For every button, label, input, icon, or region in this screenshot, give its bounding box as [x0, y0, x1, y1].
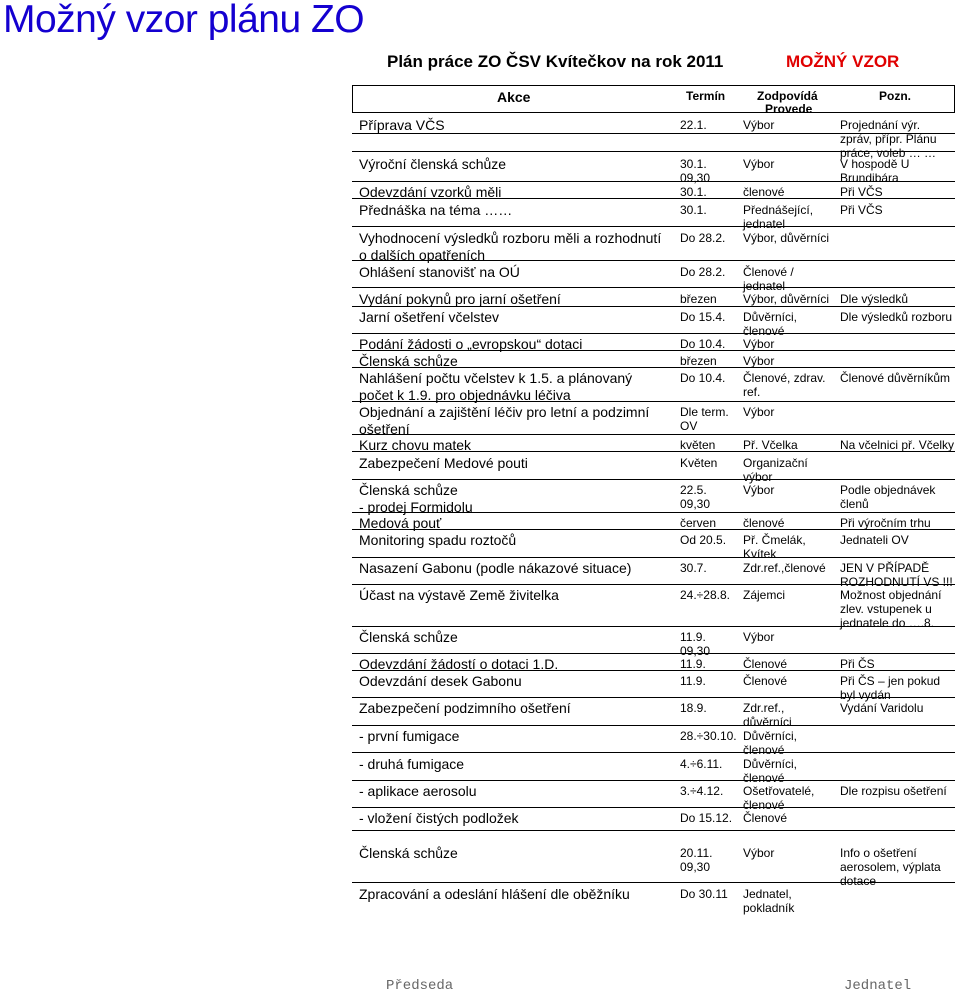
row-term: Do 10.4.	[680, 337, 726, 351]
row-responsible: výbor	[743, 470, 773, 484]
row-note: Vydání Varidolu	[840, 701, 924, 715]
row-term: Od 20.5.	[680, 533, 727, 547]
row-responsible: Výbor	[743, 405, 775, 419]
row-term: 11.9.	[680, 657, 706, 671]
row-activity: Odevzdání vzorků měli	[359, 184, 502, 200]
row-activity: - aplikace aerosolu	[359, 783, 477, 799]
row-activity: Jarní ošetření včelstev	[359, 309, 500, 325]
row-term: 30.1.	[680, 185, 707, 199]
row-activity: - vložení čistých podložek	[359, 810, 519, 826]
row-responsible: Výbor	[743, 354, 775, 368]
row-note: Při ČS – jen pokud	[840, 674, 941, 688]
row-activity: Účast na výstavě Země živitelka	[359, 587, 559, 603]
row-activity: Ohlášení stanovišť na OÚ	[359, 264, 520, 280]
row-responsible: Ošetřovatelé,	[743, 784, 815, 798]
row-activity: ošetření	[359, 421, 410, 437]
row-note: Při ČS	[840, 657, 875, 671]
row-term: 30.1.	[680, 203, 707, 217]
row-responsible: Přednášející,	[743, 203, 814, 217]
row-responsible: Zdr.ref.,členové	[743, 561, 826, 575]
row-term: červen	[680, 516, 717, 530]
row-responsible: Členové, zdrav.	[743, 371, 826, 385]
row-separator	[352, 287, 955, 288]
row-term: březen	[680, 354, 717, 368]
row-activity: Zpracování a odeslání hlášení dle oběžníku	[359, 886, 630, 902]
row-activity: - první fumigace	[359, 728, 460, 744]
row-responsible: Výbor	[743, 630, 775, 644]
row-responsible: důvěrníci	[743, 715, 792, 729]
row-responsible: Důvěrníci,	[743, 729, 798, 743]
row-responsible: Př. Včelka	[743, 438, 798, 452]
row-responsible: členové	[743, 743, 785, 757]
row-separator	[352, 830, 955, 831]
row-responsible: členové	[743, 185, 785, 199]
row-responsible: Kvítek	[743, 547, 777, 561]
row-separator	[352, 780, 955, 781]
row-responsible: členové	[743, 798, 785, 812]
row-term: 18.9.	[680, 701, 707, 715]
row-responsible: členové	[743, 771, 785, 785]
row-activity: Objednání a zajištění léčiv pro letní a podzimní	[359, 404, 650, 420]
row-note: práce, voleb … …	[840, 146, 937, 160]
row-term: 22.1.	[680, 118, 707, 132]
row-term: 24.÷28.8.	[680, 588, 730, 602]
row-responsible: Výbor	[743, 337, 775, 351]
row-activity: Členská schůze	[359, 845, 458, 861]
header-akce: Akce	[497, 89, 531, 105]
row-responsible: Výbor	[743, 157, 775, 171]
row-activity: o dalších opatřeních	[359, 247, 486, 263]
row-term: 30.1.	[680, 157, 707, 171]
row-note: V hospodě U	[840, 157, 910, 171]
row-activity: Odevzdání desek Gabonu	[359, 673, 522, 689]
row-responsible: Výbor	[743, 118, 775, 132]
row-activity: Nahlášení počtu včelstev k 1.5. a plánovaný	[359, 370, 633, 386]
document-tag: MOŽNÝ VZOR	[786, 52, 900, 71]
row-activity: Monitoring spadu roztočů	[359, 532, 517, 548]
row-responsible: Výbor	[743, 483, 775, 497]
row-note: Při VČS	[840, 203, 883, 217]
row-note: byl vydán	[840, 688, 891, 702]
row-term: Dle term.	[680, 405, 729, 419]
row-term: Do 28.2.	[680, 265, 726, 279]
row-term: březen	[680, 292, 717, 306]
row-separator	[352, 725, 955, 726]
row-responsible: Zájemci	[743, 588, 786, 602]
row-note: Členové důvěrníkům	[840, 371, 951, 385]
row-responsible: Důvěrníci,	[743, 310, 798, 324]
row-separator	[352, 479, 955, 480]
row-note: Brundibára	[840, 171, 899, 185]
row-activity: - druhá fumigace	[359, 756, 465, 772]
row-term: 28.÷30.10.	[680, 729, 737, 743]
row-responsible: Důvěrníci,	[743, 757, 798, 771]
row-note: Dle výsledků	[840, 292, 909, 306]
row-note: Dle rozpisu ošetření	[840, 784, 947, 798]
row-responsible: Organizační	[743, 456, 808, 470]
row-term: 09,30	[680, 497, 711, 511]
row-separator	[352, 434, 955, 435]
row-activity: Členská schůze	[359, 482, 458, 498]
row-separator	[352, 752, 955, 753]
row-activity: Vydání pokynů pro jarní ošetření	[359, 291, 561, 307]
row-term: 11.9.	[680, 630, 706, 644]
header-termin: Termín	[686, 89, 726, 103]
row-note: Info o ošetření	[840, 846, 917, 860]
row-term: 30.7.	[680, 561, 707, 575]
slide-title: Možný vzor plánu ZO	[3, 0, 365, 41]
row-note: aerosolem, výplata	[840, 860, 941, 874]
row-responsible: členové	[743, 516, 785, 530]
row-responsible: Členové /	[743, 265, 794, 279]
row-activity: počet k 1.9. pro objednávku léčiva	[359, 387, 571, 403]
row-term: Do 28.2.	[680, 231, 726, 245]
row-note: jednatele do ….8.	[840, 616, 935, 630]
row-separator	[352, 333, 955, 334]
header-zodpovida: Zodpovídá	[757, 89, 818, 103]
row-note: Možnost objednání	[840, 588, 942, 602]
row-responsible: Jednatel,	[743, 887, 792, 901]
row-activity: Odevzdání žádostí o dotaci 1.D.	[359, 656, 559, 672]
row-responsible: pokladník	[743, 901, 795, 915]
row-activity: Kurz chovu matek	[359, 437, 472, 453]
row-activity: Příprava VČS	[359, 117, 445, 133]
row-responsible: Členové	[743, 674, 788, 688]
row-responsible: Zdr.ref.,	[743, 701, 785, 715]
signature-predseda: Předseda	[386, 978, 454, 994]
table-header	[352, 85, 955, 113]
row-activity: Vyhodnocení výsledků rozboru měli a rozhodnutí	[359, 230, 662, 246]
row-term: 09,30	[680, 860, 711, 874]
row-separator	[352, 807, 955, 808]
row-responsible: jednatel	[743, 217, 786, 231]
row-responsible: Členové	[743, 811, 788, 825]
row-note: členů	[840, 497, 869, 511]
row-responsible: členové	[743, 324, 785, 338]
row-note: ROZHODNUTÍ VS !!!	[840, 575, 953, 589]
row-activity: Medová pouť	[359, 515, 442, 531]
row-activity: Výroční členská schůze	[359, 156, 507, 172]
row-term: 09,30	[680, 644, 711, 658]
row-separator	[352, 226, 955, 227]
row-term: 22.5.	[680, 483, 707, 497]
row-note: Při VČS	[840, 185, 883, 199]
row-term: 09,30	[680, 171, 711, 185]
row-term: 3.÷4.12.	[680, 784, 724, 798]
row-note: Na včelnici př. Včelky	[840, 438, 955, 452]
row-note: Podle objednávek	[840, 483, 936, 497]
row-note: JEN V PŘÍPADĚ	[840, 561, 930, 575]
document-title: Plán práce ZO ČSV Kvítečkov na rok 2011	[387, 52, 724, 71]
row-responsible: Výbor, důvěrníci	[743, 292, 830, 306]
row-responsible: ref.	[743, 385, 761, 399]
row-activity: Zabezpečení podzimního ošetření	[359, 700, 571, 716]
row-responsible: Výbor	[743, 846, 775, 860]
row-term: květen	[680, 438, 716, 452]
header-pozn: Pozn.	[879, 89, 911, 103]
row-activity: Podání žádosti o „evropskou“ dotaci	[359, 336, 583, 352]
row-term: Do 15.4.	[680, 310, 726, 324]
row-responsible: Př. Čmelák,	[743, 533, 806, 547]
row-activity: Zabezpečení Medové pouti	[359, 455, 528, 471]
row-note: Dle výsledků rozboru	[840, 310, 953, 324]
row-note: zpráv, přípr. Plánu	[840, 132, 937, 146]
row-term: 11.9.	[680, 674, 706, 688]
row-note: Při výročním trhu	[840, 516, 931, 530]
row-note: Projednání výr.	[840, 118, 921, 132]
row-responsible: Výbor, důvěrníci	[743, 231, 830, 245]
header-provede: Provede	[765, 102, 813, 116]
row-activity: - prodej Formidolu	[359, 499, 473, 515]
row-term: Do 30.11	[680, 887, 728, 901]
row-note: dotace	[840, 874, 877, 888]
row-term: OV	[680, 419, 698, 433]
row-separator	[352, 653, 955, 654]
row-term: 4.÷6.11.	[680, 757, 723, 771]
row-separator	[352, 557, 955, 558]
row-responsible: jednatel	[743, 279, 786, 293]
row-note: Jednateli OV	[840, 533, 909, 547]
row-term: Květen	[680, 456, 718, 470]
row-term: Do 10.4.	[680, 371, 726, 385]
row-note: zlev. vstupenek u	[840, 602, 932, 616]
row-activity: Přednáška na téma ……	[359, 202, 513, 218]
row-term: 20.11.	[680, 846, 713, 860]
signature-jednatel: Jednatel	[844, 978, 912, 994]
row-activity: Členská schůze	[359, 629, 458, 645]
row-activity: Nasazení Gabonu (podle nákazové situace)	[359, 560, 632, 576]
row-activity: Členská schůze	[359, 353, 458, 369]
row-responsible: Členové	[743, 657, 788, 671]
row-term: Do 15.12.	[680, 811, 733, 825]
